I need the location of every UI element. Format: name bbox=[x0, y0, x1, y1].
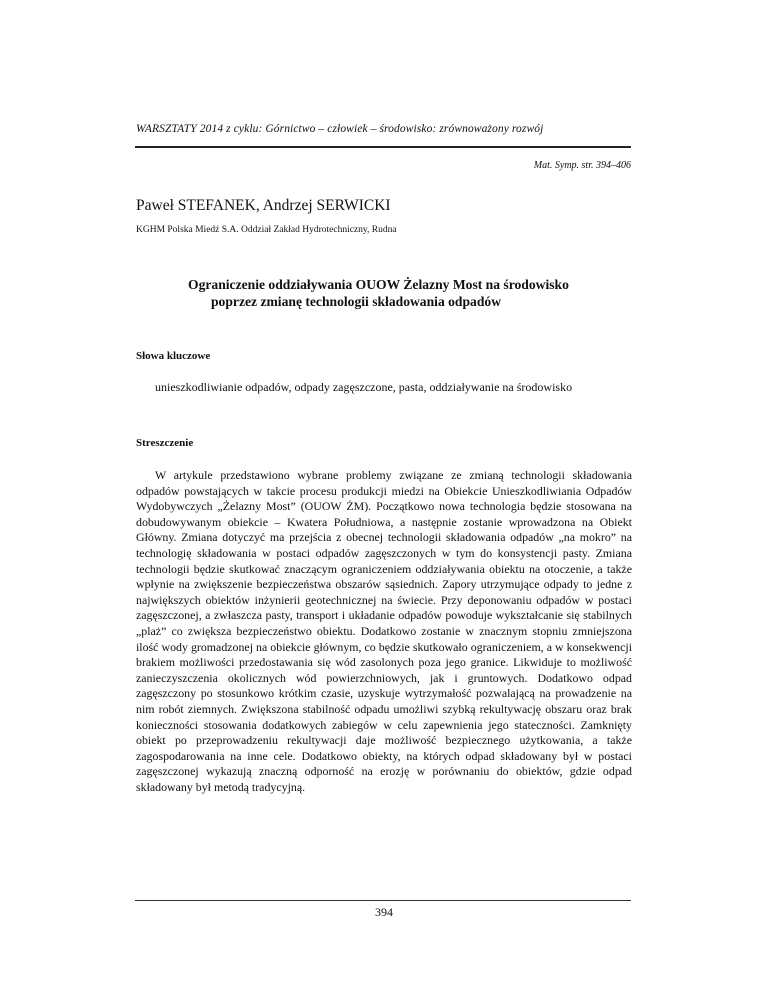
series-header: WARSZTATY 2014 z cyklu: Górnictwo – człowiek – środowisko: zrównoważony rozwój bbox=[136, 123, 544, 135]
page-number: 394 bbox=[375, 905, 393, 919]
article-title bbox=[188, 276, 648, 310]
title-line-1: Ograniczenie oddziaływania OUOW Żelazny Most na środowisko bbox=[188, 277, 569, 292]
header-rule bbox=[135, 146, 631, 148]
pages-reference: Mat. Symp. str. 394–406 bbox=[533, 160, 631, 171]
keywords-text: unieszkodliwianie odpadów, odpady zagęszczone, pasta, oddziaływanie na środowisko bbox=[155, 380, 573, 394]
footer-rule bbox=[135, 900, 631, 901]
abstract-heading: Streszczenie bbox=[136, 437, 194, 449]
authors: Paweł STEFANEK, Andrzej SERWICKI bbox=[136, 197, 391, 214]
abstract-text: W artykule przedstawiono wybrane problemy związane ze zmianą technologii składowania odpadów powstających w takcie procesu produkcji miedzi na Obiekcie Unieszkodliwiania Odpadów Wydobywczych „Żelazny Most” (OUOW ŻM). Początkowo nowa technologia będzie stosowana na dobudowywanym obiekcie – Kwatera Południowa, a następnie zostanie wprowadzona na Obiekt Główny. Zmiana dotyczyć ma przejścia z obecnej technologii składowania odpadów „na mokro” na technologię składowania w postaci odpadów zagęszczonych w tym do konsystencji pasty. Zmiana technologii będzie skutkować znaczącym ograniczeniem oddziaływania obiektu na otoczenie, a także wpłynie na zwiększenie bezpieczeństwa obszarów sąsiednich. Zapory utrzymujące odpady to jedne z największych obiektów inżynierii geotechnicznej na świecie. Przy deponowaniu odpadów w postaci zagęszczonej, a zwłaszcza pasty, transport i układanie odpadów powoduje wykształcanie się stabilnych „plaż” co zwiększa bezpieczeństwo obiektu. Dodatkowo zostanie w znacznym stopniu zmniejszona ilość wody gromadzonej na obiekcie głównym, co będzie skutkowało ograniczeniem, a w konsekwencji brakiem możliwości przedostawania się wód zasolonych poza jego granice. Likwiduje to możliwość zanieczyszczenia okolicznych wód powierzchniowych, jak i gruntowych. Dodatkowo odpad zagęszczony po stosunkowo krótkim czasie, uzyskuje wytrzymałość pozwalającą na prowadzenie na nim robót ziemnych. Zwiększona stabilność odpadu umożliwi szybką rekultywację obszaru oraz brak konieczności stosowania dodatkowych zabiegów w celu zapewnienia jego stateczności. Zamknięty obiekt po przeprowadzeniu rekultywacji daje możliwość bezpiecznego użytkowania, a także zagospodarowania na inne cele. Dodatkowo obiekty, na których odpad składowany był w postaci zagęszczonej wykazują znaczną odporność na erozję w porównaniu do obiektów, gdzie odpad składowany był metodą tradycyjną. bbox=[136, 468, 632, 794]
keywords-heading: Słowa kluczowe bbox=[136, 350, 211, 362]
title-line-2: poprzez zmianę technologii składowania odpadów bbox=[211, 294, 502, 309]
affiliation: KGHM Polska Miedź S.A. Oddział Zakład Hydrotechniczny, Rudna bbox=[136, 225, 397, 235]
